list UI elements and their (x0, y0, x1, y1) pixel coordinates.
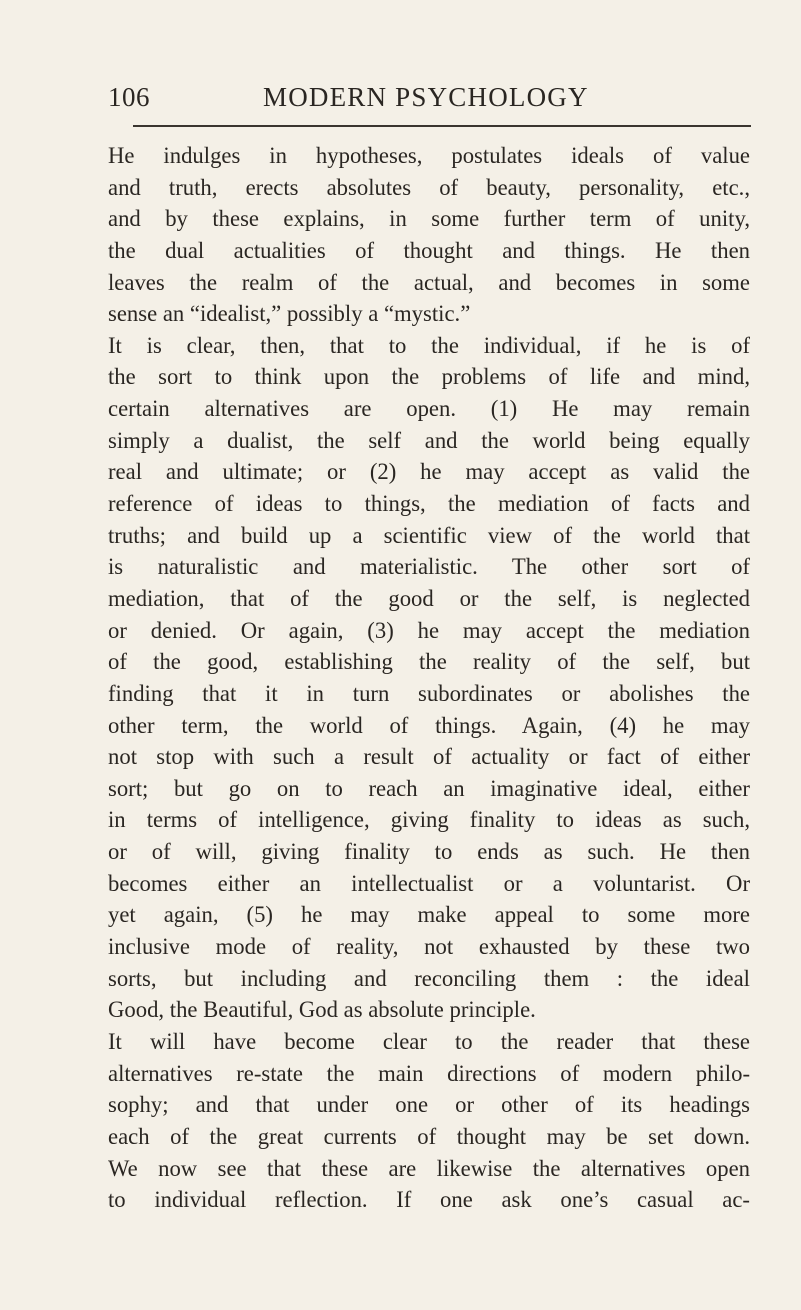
text-line: in terms of intelligence, giving finality to ideas as such, (108, 807, 750, 833)
text-line: truths; and build up a scientific view of the world that (108, 522, 750, 548)
text-line: real and ultimate; or (2) he may accept as valid the (108, 459, 750, 485)
text-line: alternatives re-state the main directions of modern philo- (108, 1060, 750, 1086)
text-line: He indulges in hypotheses, postulates ideals of value (108, 143, 750, 168)
text-line: certain alternatives are open. (1) He may remain (108, 396, 750, 422)
text-line: the sort to think upon the problems of life and mind, (108, 364, 750, 390)
text-line: or of will, giving finality to ends as such. He then (108, 839, 750, 865)
text-line: the dual actualities of thought and things. He then (108, 237, 750, 263)
text-line: other term, the world of things. Again, (4) he may (108, 712, 750, 738)
text-line: leaves the realm of the actual, and becomes in some (108, 269, 750, 295)
text-line: becomes either an intellectualist or a voluntarist. Or (108, 870, 750, 896)
body-text (108, 140, 750, 1216)
text-line: and by these explains, in some further term of unity, (108, 206, 750, 232)
text-line: sorts, but including and reconciling them : the ideal (108, 965, 750, 991)
text-line: yet again, (5) he may make appeal to some more (108, 902, 750, 928)
page-number: 106 (108, 82, 150, 112)
text-line: not stop with such a result of actuality or fact of either (108, 744, 750, 770)
page-header (108, 82, 748, 122)
text-line: It is clear, then, that to the individual, if he is of (108, 332, 750, 358)
text-line: of the good, establishing the reality of the self, but (108, 649, 750, 675)
text-line: mediation, that of the good or the self, is neglected (108, 585, 750, 611)
text-line: simply a dualist, the self and the world being equally (108, 427, 750, 453)
text-line: is naturalistic and materialistic. The other sort of (108, 554, 750, 580)
text-line: sophy; and that under one or other of its headings (108, 1092, 750, 1118)
text-line: each of the great currents of thought may be set down. (108, 1123, 750, 1149)
text-line: sense an “idealist,” possibly a “mystic.” (108, 301, 471, 327)
text-line: sort; but go on to reach an imaginative ideal, either (108, 775, 750, 801)
text-line: or denied. Or again, (3) he may accept the mediation (108, 617, 750, 643)
running-title: MODERN PSYCHOLOGY (263, 82, 589, 112)
text-line: reference of ideas to things, the mediation of facts and (108, 491, 750, 517)
text-line: and truth, erects absolutes of beauty, personality, etc., (108, 174, 750, 200)
text-line: We now see that these are likewise the alternatives open (108, 1155, 750, 1181)
text-line: inclusive mode of reality, not exhausted by these two (108, 934, 750, 960)
text-line: Good, the Beautiful, God as absolute principle. (108, 997, 536, 1023)
header-rule (133, 125, 751, 127)
text-line: finding that it in turn subordinates or abolishes the (108, 680, 750, 706)
text-line: to individual reflection. If one ask one’s casual ac- (108, 1187, 750, 1213)
text-line: It will have become clear to the reader that these (108, 1028, 750, 1054)
